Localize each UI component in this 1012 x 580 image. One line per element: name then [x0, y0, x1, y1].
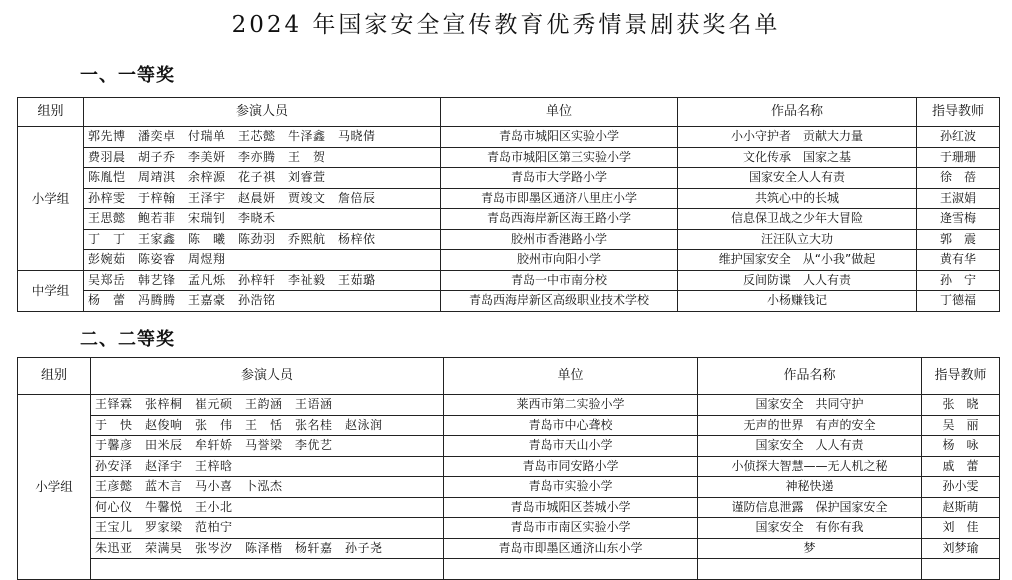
table-row — [18, 456, 1000, 477]
header-work: 作品名称 — [678, 98, 917, 127]
table-header-row — [18, 358, 1000, 395]
performers-cell: 丁 丁 王家鑫 陈 曦 陈劲羽 乔熙航 杨梓依 — [84, 229, 441, 250]
table-row — [18, 229, 1000, 250]
unit-cell — [444, 559, 698, 580]
header-unit: 单位 — [444, 358, 698, 395]
table-row — [18, 270, 1000, 291]
unit-cell: 青岛市即墨区通济山东小学 — [444, 538, 698, 559]
unit-cell: 胶州市香港路小学 — [441, 229, 678, 250]
teacher-cell: 逄雪梅 — [917, 209, 1000, 230]
table-row — [18, 497, 1000, 518]
work-cell: 谨防信息泄露 保护国家安全 — [698, 497, 922, 518]
work-cell — [698, 559, 922, 580]
performers-cell: 郭先博 潘奕卓 付瑞单 王芯懿 牛泽鑫 马晓倩 — [84, 127, 441, 148]
unit-cell: 青岛西海岸新区高级职业技术学校 — [441, 291, 678, 312]
teacher-cell: 刘 佳 — [922, 518, 1000, 539]
teacher-cell: 刘梦瑜 — [922, 538, 1000, 559]
unit-cell: 青岛市城阳区实验小学 — [441, 127, 678, 148]
teacher-cell: 郭 震 — [917, 229, 1000, 250]
group-cell: 中学组 — [18, 270, 84, 311]
teacher-cell: 戚 蕾 — [922, 456, 1000, 477]
performers-cell: 王铎霖 张梓桐 崔元硕 王韵涵 王语涵 — [91, 395, 444, 416]
unit-cell: 莱西市第二实验小学 — [444, 395, 698, 416]
performers-cell: 费羽晨 胡子乔 李美妍 李亦腾 王 贺 — [84, 147, 441, 168]
performers-cell: 孙安泽 赵泽宇 王梓晗 — [91, 456, 444, 477]
performers-cell — [91, 559, 444, 580]
teacher-cell — [922, 559, 1000, 580]
header-group: 组别 — [18, 358, 91, 395]
table-row — [18, 395, 1000, 416]
teacher-cell: 于珊珊 — [917, 147, 1000, 168]
teacher-cell: 孙小雯 — [922, 477, 1000, 498]
table-row — [18, 188, 1000, 209]
work-cell: 国家安全 有你有我 — [698, 518, 922, 539]
teacher-cell: 吴 丽 — [922, 415, 1000, 436]
table-row — [18, 291, 1000, 312]
table-row — [18, 415, 1000, 436]
first-prize-table — [17, 97, 1000, 312]
unit-cell: 青岛市天山小学 — [444, 436, 698, 457]
work-cell: 小侦探大智慧——无人机之秘 — [698, 456, 922, 477]
table-header-row — [18, 98, 1000, 127]
table-row — [18, 127, 1000, 148]
performers-cell: 孙梓雯 于梓翰 王泽宇 赵晨妍 贾竣文 詹倍辰 — [84, 188, 441, 209]
performers-cell: 陈胤恺 周靖淇 余梓源 花子祺 刘睿萱 — [84, 168, 441, 189]
performers-cell: 吴郑岳 韩艺锋 孟凡烁 孙梓轩 李祉毅 王茹璐 — [84, 270, 441, 291]
table-row — [18, 168, 1000, 189]
teacher-cell: 孙红波 — [917, 127, 1000, 148]
performers-cell: 王思懿 鲍若菲 宋瑞钊 李晓禾 — [84, 209, 441, 230]
header-teacher: 指导教师 — [922, 358, 1000, 395]
performers-cell: 于 快 赵俊响 张 伟 王 恬 张名桂 赵泳润 — [91, 415, 444, 436]
work-cell: 小杨赚钱记 — [678, 291, 917, 312]
work-cell: 国家安全人人有责 — [678, 168, 917, 189]
header-performers: 参演人员 — [91, 358, 444, 395]
group-cell: 小学组 — [18, 127, 84, 271]
performers-cell: 杨 蕾 冯腾腾 王嘉豪 孙浩铭 — [84, 291, 441, 312]
work-cell: 共筑心中的长城 — [678, 188, 917, 209]
second-prize-table — [17, 357, 1000, 580]
section-heading-first-prize: 一、一等奖 — [80, 65, 175, 86]
table-row — [18, 147, 1000, 168]
unit-cell: 青岛市大学路小学 — [441, 168, 678, 189]
work-cell: 神秘快递 — [698, 477, 922, 498]
teacher-cell: 杨 咏 — [922, 436, 1000, 457]
table-row — [18, 209, 1000, 230]
teacher-cell: 丁德福 — [917, 291, 1000, 312]
unit-cell: 青岛市中心聋校 — [444, 415, 698, 436]
work-cell: 国家安全 人人有责 — [698, 436, 922, 457]
unit-cell: 青岛一中市南分校 — [441, 270, 678, 291]
teacher-cell: 黄有华 — [917, 250, 1000, 271]
header-unit: 单位 — [441, 98, 678, 127]
teacher-cell: 徐 蓓 — [917, 168, 1000, 189]
teacher-cell: 赵斯萌 — [922, 497, 1000, 518]
header-group: 组别 — [18, 98, 84, 127]
unit-cell: 青岛市城阳区第三实验小学 — [441, 147, 678, 168]
unit-cell: 青岛西海岸新区海王路小学 — [441, 209, 678, 230]
performers-cell: 王宝儿 罗家梁 范柏宁 — [91, 518, 444, 539]
work-cell: 梦 — [698, 538, 922, 559]
teacher-cell: 王淑娟 — [917, 188, 1000, 209]
work-cell: 汪汪队立大功 — [678, 229, 917, 250]
table-row — [18, 538, 1000, 559]
unit-cell: 青岛市实验小学 — [444, 477, 698, 498]
performers-cell: 彭婉茹 陈姿睿 周煜翔 — [84, 250, 441, 271]
work-cell: 国家安全 共同守护 — [698, 395, 922, 416]
header-teacher: 指导教师 — [917, 98, 1000, 127]
performers-cell: 王彦懿 蓝木言 马小喜 卜泓杰 — [91, 477, 444, 498]
performers-cell: 于馨彦 田米辰 牟轩娇 马誉梁 李优艺 — [91, 436, 444, 457]
table-row — [18, 436, 1000, 457]
header-performers: 参演人员 — [84, 98, 441, 127]
performers-cell: 朱迅亚 荣满昊 张岑汐 陈泽楷 杨轩嘉 孙子尧 — [91, 538, 444, 559]
teacher-cell: 张 晓 — [922, 395, 1000, 416]
work-cell: 信息保卫战之少年大冒险 — [678, 209, 917, 230]
table-row — [18, 518, 1000, 539]
unit-cell: 青岛市市南区实验小学 — [444, 518, 698, 539]
table-row — [18, 250, 1000, 271]
header-work: 作品名称 — [698, 358, 922, 395]
page-title: 2024 年国家安全宣传教育优秀情景剧获奖名单 — [231, 12, 781, 38]
section-heading-second-prize: 二、二等奖 — [80, 329, 175, 350]
work-cell: 维护国家安全 从“小我”做起 — [678, 250, 917, 271]
unit-cell: 青岛市即墨区通济八里庄小学 — [441, 188, 678, 209]
work-cell: 反间防谍 人人有责 — [678, 270, 917, 291]
table-row — [18, 477, 1000, 498]
group-cell: 小学组 — [18, 395, 91, 580]
unit-cell: 胶州市向阳小学 — [441, 250, 678, 271]
performers-cell: 何心仪 牛馨悦 王小北 — [91, 497, 444, 518]
teacher-cell: 孙 宁 — [917, 270, 1000, 291]
unit-cell: 青岛市城阳区荟城小学 — [444, 497, 698, 518]
unit-cell: 青岛市同安路小学 — [444, 456, 698, 477]
table-row — [18, 559, 1000, 580]
work-cell: 小小守护者 贡献大力量 — [678, 127, 917, 148]
work-cell: 文化传承 国家之基 — [678, 147, 917, 168]
work-cell: 无声的世界 有声的安全 — [698, 415, 922, 436]
